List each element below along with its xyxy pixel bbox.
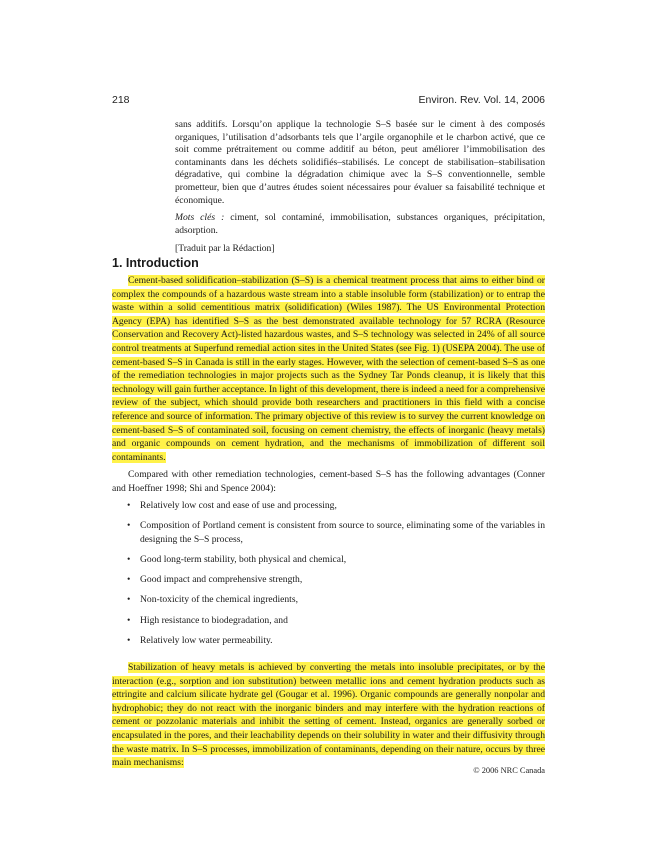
running-header bbox=[112, 94, 545, 106]
highlighted-text: Cement-based solidification–stabilization (S–S) is a chemical treatment process that aims to either bind or complex the compounds of a hazardous waste stream into a stable insoluble form (stabilization) or to entrap the waste within a solid cementitious matrix (solidification) (Wiles 1987). The US Environmental Protection Agency (EPA) has identified S–S as the best demonstrated available technology for 57 RCRA (Resource Conservation and Recovery Act)-listed hazardous wastes, and S–S technology was selected in 24% of all source control treatments at Superfund remedial action sites in the United States (see Fig. 1) (USEPA 2004). The use of cement-based S–S in Canada is still in the early stages. However, with the selection of cement-based S–S as one of the remediation technologies in major projects such as the Sydney Tar Ponds cleanup, it is likely that this technology will gain further acceptance. In light of this development, there is indeed a need for a comprehensive review of the subject, which should provide both researchers and practitioners in this field with a concise reference and source of information. The primary objective of this review is to survey the current knowledge on cement-based S–S of contaminated soil, focusing on cement chemistry, the effects of inorganic (heavy metals) and organic compounds on cement hydration, and the mechanisms of immobilization of different soil contaminants. bbox=[112, 275, 545, 463]
list-item: • High resistance to biodegradation, and bbox=[127, 614, 545, 628]
journal-citation: Environ. Rev. Vol. 14, 2006 bbox=[418, 94, 545, 106]
french-abstract bbox=[175, 119, 545, 256]
intro-paragraph-1 bbox=[112, 274, 545, 464]
advantages-list bbox=[127, 499, 545, 654]
intro-paragraph-3 bbox=[112, 661, 545, 770]
keywords-line bbox=[175, 212, 545, 237]
advantages-intro: Compared with other remediation technologies, cement-based S–S has the following advantages (Conner and Hoeffner 1998; Shi and Spence 2004): bbox=[112, 469, 545, 494]
abstract-text: sans additifs. Lorsqu’on applique la technologie S–S basée sur le ciment à des composés organiques, l’utilisation d’adsorbants tels que l’argile organophile et le charbon activé, que ce soit comme prétraitement ou comme additif au béton, peut améliorer l’immobilisation des contaminants dans les déchets solidifiés–stabilisés. Le concept de stabilisation–stabilisation dégradative, qui combine la dégradation chimique avec la S–S conventionnelle, semble prometteur, bien que d’autres études soient nécessaires pour évaluer sa faisabilité technique et économique. bbox=[175, 119, 545, 206]
list-item: • Good long-term stability, both physical and chemical, bbox=[127, 553, 545, 567]
intro-paragraph-2 bbox=[112, 468, 545, 495]
translator-note: [Traduit par la Rédaction] bbox=[175, 243, 275, 255]
list-item: • Composition of Portland cement is consistent from source to source, eliminating some of the variables in designing the S–S process, bbox=[127, 519, 545, 546]
highlighted-text: Stabilization of heavy metals is achieved by converting the metals into insoluble precipitates, or by the interaction (e.g., sorption and ion substitution) between metallic ions and cement hydration products such as ettringite and calcium silicate hydrate gel (Gougar et al. 1996). Organic compounds are generally nonpolar and hydrophobic; they do not react with the inorganic binders and may interfere with the hydration reactions of cement or pozzolanic materials and inhibit the setting of cement. Instead, organics are generally sorbed or encapsulated in the pores, and their leachability depends on their solubility in water and their diffusivity through the waste matrix. In S–S processes, immobilization of contaminants, depending on their nature, occurs by three main mechanisms: bbox=[112, 662, 545, 769]
list-item: • Relatively low cost and ease of use and processing, bbox=[127, 499, 545, 513]
list-item: • Non-toxicity of the chemical ingredients, bbox=[127, 593, 545, 607]
list-item: • Good impact and comprehensive strength, bbox=[127, 573, 545, 587]
keywords-label: Mots clés : bbox=[175, 212, 225, 224]
section-heading: 1. Introduction bbox=[112, 256, 199, 270]
list-item: • Relatively low water permeability. bbox=[127, 634, 545, 648]
page-number: 218 bbox=[112, 94, 130, 106]
keywords-list: ciment, sol contaminé, immobilisation, substances organiques, précipitation, adsorption. bbox=[175, 212, 545, 236]
copyright-footer: © 2006 NRC Canada bbox=[473, 766, 545, 775]
